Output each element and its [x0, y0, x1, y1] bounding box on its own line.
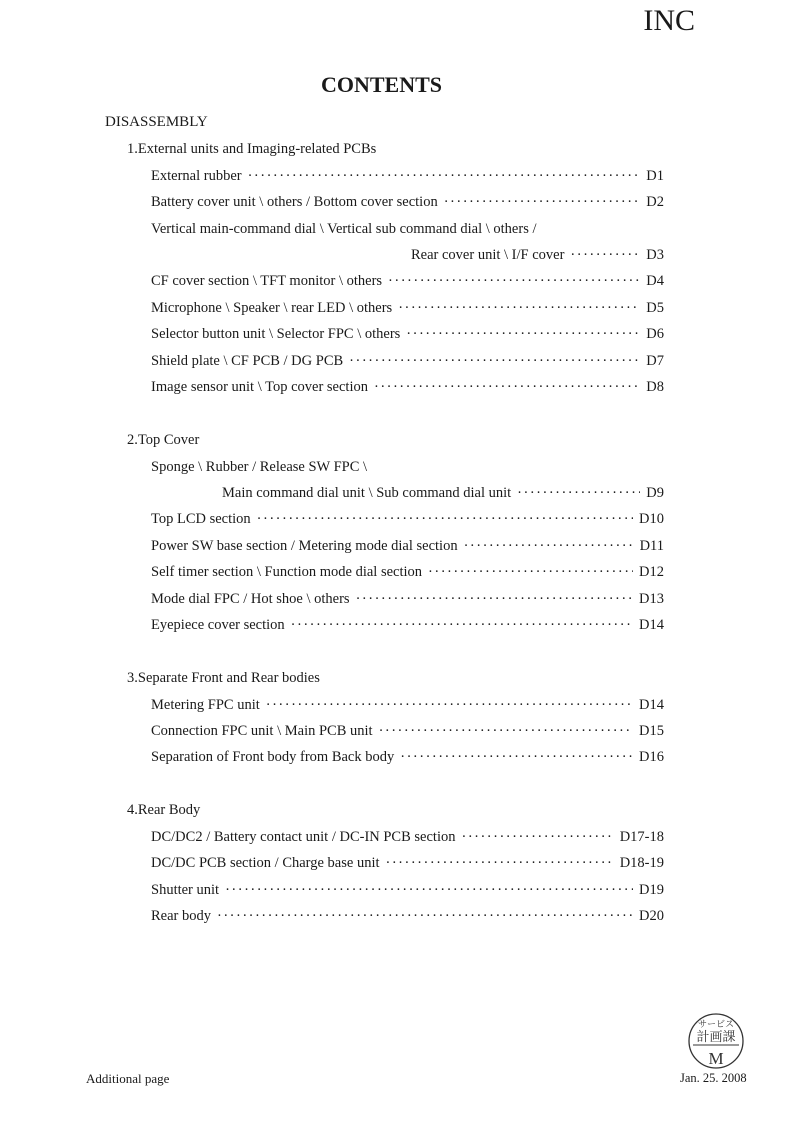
leader-dots: [428, 562, 633, 582]
stamp-letter: M: [708, 1049, 724, 1068]
toc-entry-vertical-dial-text: Vertical main-command dial \ Vertical sub command dial \ others /: [151, 221, 537, 237]
section-heading-4: 4.Rear Body: [127, 802, 201, 818]
toc-entry-page: D1: [646, 168, 664, 184]
toc-entry-metering-fpc: [151, 695, 664, 715]
toc-entry-shutter-unit: [151, 880, 664, 900]
stamp-top-text: サービス: [697, 1020, 735, 1030]
leader-dots: [406, 324, 640, 344]
toc-entry-text: Mode dial FPC / Hot shoe \ others: [151, 591, 350, 607]
leader-dots: [517, 483, 640, 503]
leader-dots: [400, 747, 633, 767]
toc-entry-page: D15: [639, 723, 664, 739]
toc-entry-page: D13: [639, 591, 664, 607]
toc-entry-page: D3: [646, 247, 664, 263]
toc-entry-power-sw: [151, 536, 664, 556]
toc-entry-page: D12: [639, 564, 664, 580]
footer-note: Additional page: [86, 1071, 170, 1086]
toc-entry-separation: [151, 747, 664, 767]
leader-dots: [464, 536, 634, 556]
toc-entry-mode-dial: [151, 589, 664, 609]
toc-entry-text: Separation of Front body from Back body: [151, 749, 395, 765]
toc-entry-text: Main command dial unit \ Sub command dial unit: [222, 485, 512, 501]
leader-dots: [266, 695, 633, 715]
toc-entry-text: Shutter unit: [151, 882, 220, 898]
toc-entry-page: D10: [639, 511, 664, 527]
toc-entry-page: D8: [646, 379, 664, 395]
leader-dots: [257, 509, 633, 529]
leader-dots: [225, 880, 633, 900]
toc-entry-text: Top LCD section: [151, 511, 251, 527]
toc-entry-rear-body: [151, 906, 664, 926]
toc-entry-text: Image sensor unit \ Top cover section: [151, 379, 368, 395]
toc-entry-connection-fpc: [151, 721, 664, 741]
toc-entry-page: D16: [639, 749, 664, 765]
toc-entry-main-command-dial: [222, 483, 664, 503]
page-title: CONTENTS: [320, 72, 443, 97]
leader-dots: [398, 298, 640, 318]
toc-entry-text: DC/DC2 / Battery contact unit / DC-IN PCB section: [151, 829, 456, 845]
toc-entry-page: D2: [646, 194, 664, 210]
header-corner-text: INC: [643, 4, 695, 37]
toc-entry-text: DC/DC PCB section / Charge base unit: [151, 855, 380, 871]
toc-entry-text: Rear cover unit \ I/F cover: [411, 247, 565, 263]
toc-entry-dcdc2: [151, 827, 664, 847]
toc-entry-page: D11: [639, 538, 664, 554]
toc-entry-page: D5: [646, 300, 664, 316]
toc-entry-selector-button: [151, 324, 664, 344]
toc-entry-page: D4: [646, 273, 664, 289]
leader-dots: [461, 827, 613, 847]
toc-entry-text: Microphone \ Speaker \ rear LED \ others: [151, 300, 393, 316]
toc-entry-page: D14: [639, 617, 664, 633]
toc-entry-page: D20: [639, 908, 664, 924]
leader-dots: [291, 615, 633, 635]
toc-entry-page: D9: [646, 485, 664, 501]
toc-entry-cf-cover: [151, 271, 664, 291]
section-heading-2: 2.Top Cover: [127, 432, 200, 448]
leader-dots: [374, 377, 640, 397]
toc-entry-text: CF cover section \ TFT monitor \ others: [151, 273, 383, 289]
section-heading-1: 1.External units and Imaging-related PCBs: [127, 141, 377, 157]
toc-entry-text: Shield plate \ CF PCB / DG PCB: [151, 353, 344, 369]
leader-dots: [386, 853, 614, 873]
leader-dots: [379, 721, 633, 741]
leader-dots: [570, 245, 640, 265]
toc-entry-sponge-text: Sponge \ Rubber / Release SW FPC \: [151, 459, 368, 475]
toc-entry-self-timer: [151, 562, 664, 582]
section-heading-3: 3.Separate Front and Rear bodies: [127, 670, 320, 686]
toc-entry-battery-cover: [151, 192, 664, 212]
leader-dots: [217, 906, 633, 926]
toc-entry-eyepiece-cover: [151, 615, 664, 635]
toc-entry-page: D14: [639, 697, 664, 713]
toc-entry-image-sensor: [151, 377, 664, 397]
service-stamp-icon: [687, 1012, 745, 1070]
toc-entry-text: Power SW base section / Metering mode dial section: [151, 538, 458, 554]
toc-entry-page: D17-18: [619, 829, 664, 845]
toc-entry-text: Rear body: [151, 908, 211, 924]
toc-entry-dcdc-pcb: [151, 853, 664, 873]
toc-entry-text: Metering FPC unit: [151, 697, 260, 713]
toc-entry-text: Connection FPC unit \ Main PCB unit: [151, 723, 373, 739]
toc-entry-text: Selector button unit \ Selector FPC \ others: [151, 326, 401, 342]
toc-entry-page: D6: [646, 326, 664, 342]
toc-entry-text: Self timer section \ Function mode dial section: [151, 564, 423, 580]
toc-entry-shield-plate: [151, 351, 664, 371]
stamp-middle-text: 計画課: [696, 1030, 736, 1045]
part-heading: DISASSEMBLY: [105, 114, 208, 130]
leader-dots: [388, 271, 640, 291]
toc-entry-microphone: [151, 298, 664, 318]
toc-entry-text: External rubber: [151, 168, 242, 184]
leader-dots: [248, 166, 641, 186]
footer-date: Jan. 25. 2008: [680, 1071, 747, 1085]
toc-entry-rear-cover: [411, 245, 664, 265]
leader-dots: [349, 351, 640, 371]
toc-entry-top-lcd: [151, 509, 664, 529]
toc-entry-text: Battery cover unit \ others / Bottom cover section: [151, 194, 438, 210]
toc-entry-external-rubber: [151, 166, 664, 186]
toc-entry-page: D19: [639, 882, 664, 898]
toc-entry-page: D18-19: [619, 855, 664, 871]
leader-dots: [444, 192, 641, 212]
toc-entry-page: D7: [646, 353, 664, 369]
leader-dots: [356, 589, 633, 609]
toc-entry-text: Eyepiece cover section: [151, 617, 285, 633]
